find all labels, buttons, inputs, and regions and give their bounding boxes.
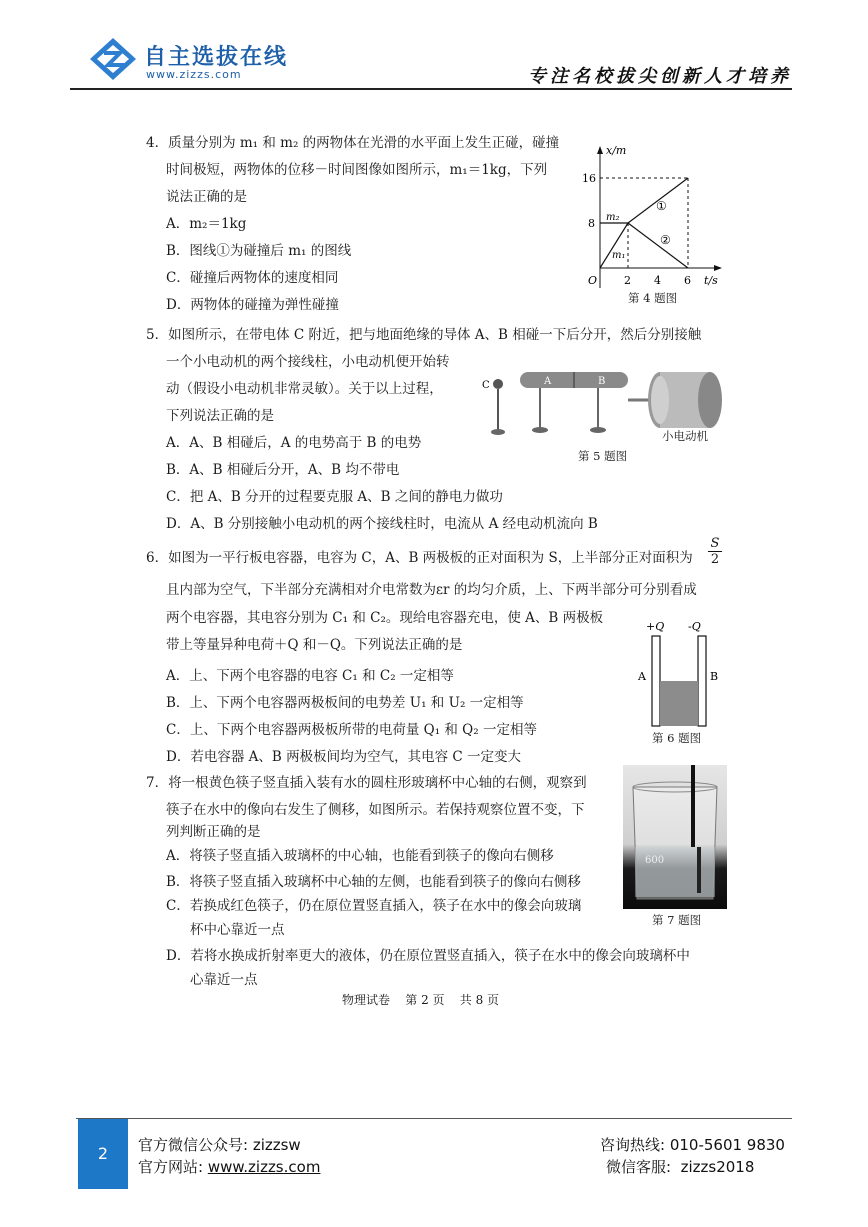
q6-option-c: C．上、下两个电容器两极板所带的电荷量 Q₁ 和 Q₂ 一定相等 [166,722,537,738]
q6-option-d: D．若电容器 A、B 两极板间均为空气，其电容 C 一定变大 [166,749,521,765]
q4-line-1: 4．质量分别为 m₁ 和 m₂ 的两物体在光滑的水平面上发生正碰，碰撞 [146,135,560,151]
q4-line-1-label: ① [656,199,667,213]
footer-site-label: 官方网站: [138,1158,208,1176]
q4-y-tick-16: 16 [582,172,596,185]
q4-y-tick-8: 8 [588,217,595,230]
q4-x-tick-4: 4 [654,274,661,287]
q7-caption: 第 7 题图 [652,913,702,927]
q4-label-m2: m₂ [606,212,620,223]
q4-x-tick-6: 6 [684,274,691,287]
q4-option-c: C．碰撞后两物体的速度相同 [166,270,339,286]
header-divider [70,88,792,90]
q4-y-axis-label: x/m [606,144,627,157]
q5-option-b: B．A、B 相碰后分开，A、B 均不带电 [166,462,400,478]
q6-option-a: A．上、下两个电容器的电容 C₁ 和 C₂ 一定相等 [166,668,454,684]
q4-option-b: B．图线①为碰撞后 m₁ 的图线 [166,243,352,259]
q4-line-3: 说法正确的是 [166,189,247,205]
q7-line-3: 列判断正确的是 [166,824,261,840]
q4-xt-graph [580,140,730,310]
header-slogan: 专注名校拔尖创新人才培养 [528,66,792,87]
q5-label-b: B [598,376,606,387]
q5-line-1: 5．如图所示，在带电体 C 附近，把与地面绝缘的导体 A、B 相碰一下后分开，然后分别接触 [146,327,702,343]
q6-label-a: A [638,670,646,683]
q5-caption: 第 5 题图 [578,449,628,463]
q5-option-d: D．A、B 分别接触小电动机的两个接线柱时，电流从 A 经电动机流向 B [166,516,598,532]
q4-option-d: D．两物体的碰撞为弹性碰撞 [166,297,339,313]
q6-capacitor-figure [630,618,730,730]
q4-line-2-label: ② [660,233,671,247]
q5-line-2: 一个小电动机的两个接线柱，小电动机便开始转 [166,354,450,370]
q4-caption: 第 4 题图 [628,291,678,305]
q7-line-1: 7．将一根黄色筷子竖直插入装有水的圆柱形玻璃杯中心轴的右侧，观察到 [146,775,587,791]
q5-option-a: A．A、B 相碰后，A 的电势高于 B 的电势 [166,435,422,451]
q6-caption: 第 6 题图 [652,731,702,745]
q7-option-c-line-1: C．若换成红色筷子，仍在原位置竖直插入，筷子在水中的像会向玻璃 [166,898,582,914]
q6-option-b: B．上、下两个电容器两极板间的电势差 U₁ 和 U₂ 一定相等 [166,695,524,711]
footer-hotline: 咨询热线: 010-5601 9830 [600,1136,785,1154]
q5-line-3: 动（假设小电动机非常灵敏）。关于以上过程， [166,381,443,397]
q7-glass-photo [623,765,727,909]
q6-line-2: 且内部为空气，下半部分充满相对介电常数为εr 的均匀介质，上、下两半部分可分别看成 [166,582,697,598]
q4-x-axis-label: t/s [704,274,718,287]
logo-icon [86,36,140,82]
footer-site [138,1156,320,1177]
q7-option-a: A．将筷子竖直插入玻璃杯的中心轴，也能看到筷子的像向右侧移 [166,848,554,864]
q6-fraction-numerator: S [710,536,720,551]
q5-motor-label: 小电动机 [662,429,708,443]
q4-label-m1: m₁ [612,250,626,261]
q5-label-a: A [544,376,552,387]
q7-option-d-line-1: D．若将水换成折射率更大的液体，仍在原位置竖直插入，筷子在水中的像会向玻璃杯中 [166,948,690,964]
logo-url: www.zizzs.com [146,68,242,81]
q4-line-2: 时间极短，两物体的位移－时间图像如图所示，m₁＝1kg，下列 [166,162,548,178]
q5-line-4: 下列说法正确的是 [166,408,274,424]
page-number-badge: 2 [78,1119,128,1189]
footer-site-link[interactable]: www.zizzs.com [207,1158,321,1176]
q5-option-c: C．把 A、B 分开的过程要克服 A、B 之间的静电力做功 [166,489,503,505]
q6-minus-q: -Q [688,620,701,633]
q6-line-3: 两个电容器，其电容分别为 C₁ 和 C₂。现给电容器充电，使 A、B 两极板 [166,610,604,626]
footer-wechat: 官方微信公众号: zizzsw [138,1136,301,1154]
q6-line-1: 6．如图为一平行板电容器，电容为 C，A、B 两极板的正对面积为 S，上半部分正对面积为 [146,550,693,566]
footer-service: 微信客服: zizzs2018 [606,1158,755,1176]
q6-label-b: B [710,670,719,683]
q7-glass-marking: 600 [645,855,665,866]
page-info: 物理试卷 第 2 页 共 8 页 [342,993,500,1007]
q7-option-c-line-2: 杯中心靠近一点 [190,922,285,938]
q6-plus-q: +Q [646,620,665,633]
q6-fraction [708,536,722,567]
q4-origin: O [588,274,598,287]
q7-line-2: 筷子在水中的像向右发生了侧移，如图所示。若保持观察位置不变，下 [166,802,585,818]
q6-fraction-denominator: 2 [710,552,720,567]
q7-option-b: B．将筷子竖直插入玻璃杯中心轴的左侧，也能看到筷子的像向右侧移 [166,874,581,890]
q7-option-d-line-2: 心靠近一点 [190,972,258,988]
logo-text: 自主选拔在线 [144,45,289,70]
q4-option-a: A．m₂＝1kg [166,216,247,232]
footer-divider [76,1118,792,1119]
q6-line-4: 带上等量异种电荷＋Q 和－Q。下列说法正确的是 [166,637,463,653]
q4-x-tick-2: 2 [624,274,631,287]
q5-label-c: C [482,380,490,391]
